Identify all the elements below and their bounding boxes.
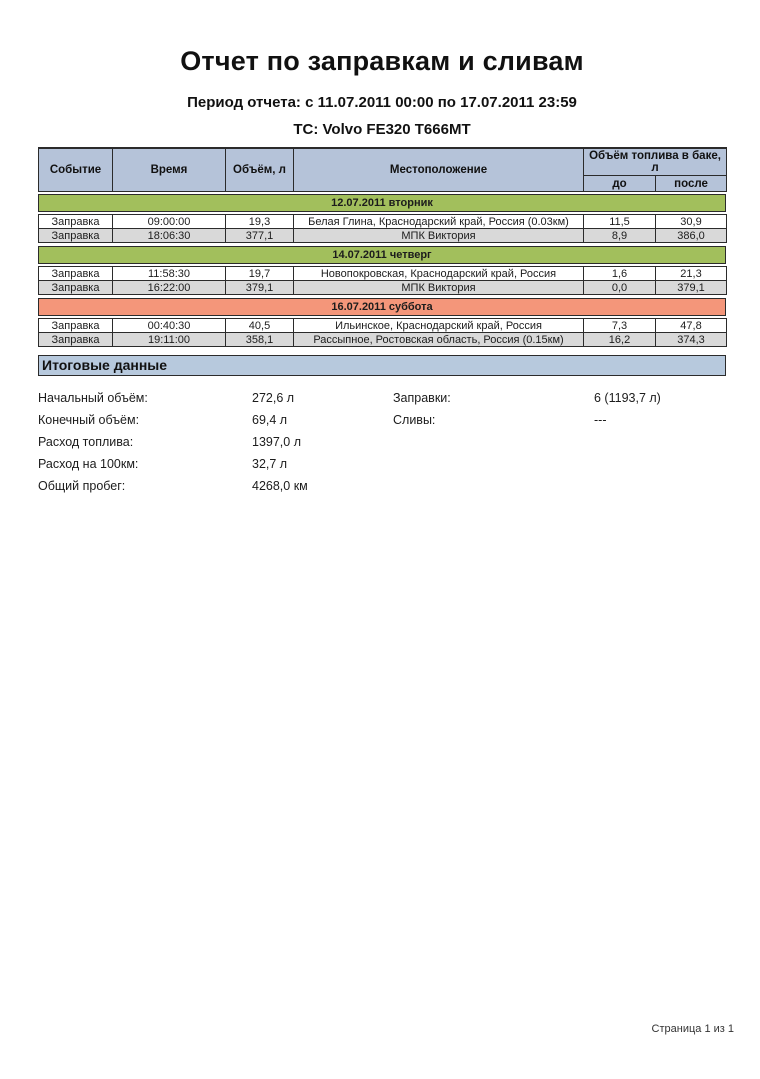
summary-label: Сливы: [393,413,436,427]
page-title: Отчет по заправкам и сливам [180,46,584,76]
summary-row [38,475,726,497]
cell-event: Заправка [39,333,113,347]
cell-time: 11:58:30 [113,267,226,281]
cell-before: 7,3 [584,319,656,333]
cell-volume: 19,3 [226,215,294,229]
fuel-table-group [38,266,727,295]
cell-time: 09:00:00 [113,215,226,229]
cell-event: Заправка [39,267,113,281]
table-row [39,267,727,281]
summary-value: --- [594,413,607,427]
summary-label: Начальный объём: [38,391,148,405]
cell-before: 11,5 [584,215,656,229]
summary-label: Заправки: [393,391,451,405]
summary-value: 1397,0 л [252,435,301,449]
cell-after: 30,9 [656,215,727,229]
fuel-table-header [38,147,727,192]
summary-row [38,387,726,409]
table-row [39,333,727,347]
cell-time: 16:22:00 [113,281,226,295]
table-row [39,215,727,229]
summary-row [38,431,726,453]
summary-section [38,387,726,497]
cell-before: 16,2 [584,333,656,347]
table-row [39,319,727,333]
cell-volume: 379,1 [226,281,294,295]
col-header-volume: Объём, л [226,148,294,192]
summary-row [38,409,726,431]
cell-location: МПК Виктория [294,229,584,243]
page-number: Страница 1 из 1 [651,1023,734,1035]
cell-event: Заправка [39,215,113,229]
cell-time: 18:06:30 [113,229,226,243]
cell-location: Новопокровская, Краснодарский край, Россия [294,267,584,281]
date-band: 14.07.2011 четверг [38,246,726,264]
cell-location: МПК Виктория [294,281,584,295]
summary-label: Расход топлива: [38,435,134,449]
summary-value: 32,7 л [252,457,288,471]
summary-row [38,453,726,475]
fuel-table-group [38,318,727,347]
table-row [39,229,727,243]
cell-event: Заправка [39,229,113,243]
summary-value: 4268,0 км [252,479,308,493]
cell-after: 21,3 [656,267,727,281]
date-band: 12.07.2011 вторник [38,194,726,212]
summary-value: 6 (1193,7 л) [594,391,661,405]
cell-after: 47,8 [656,319,727,333]
col-header-tank: Объём топлива в баке, л [584,148,727,176]
cell-location: Ильинское, Краснодарский край, Россия [294,319,584,333]
report-period: Период отчета: с 11.07.2011 00:00 по 17.07.2011 23:59 [187,94,577,111]
cell-before: 1,6 [584,267,656,281]
cell-location: Рассыпное, Ростовская область, Россия (0.15км) [294,333,584,347]
vehicle-name: ТС: Volvo FE320 Т666МТ [293,121,471,138]
col-header-event: Событие [39,148,113,192]
report-page [38,0,726,497]
cell-event: Заправка [39,281,113,295]
cell-time: 00:40:30 [113,319,226,333]
cell-time: 19:11:00 [113,333,226,347]
summary-label: Расход на 100км: [38,457,139,471]
title-block [38,0,726,138]
col-header-location: Местоположение [294,148,584,192]
summary-bar: Итоговые данные [38,355,726,376]
summary-label: Общий пробег: [38,479,126,493]
col-header-before: до [584,176,656,192]
cell-event: Заправка [39,319,113,333]
cell-before: 0,0 [584,281,656,295]
cell-after: 374,3 [656,333,727,347]
summary-value: 69,4 л [252,413,288,427]
cell-volume: 377,1 [226,229,294,243]
date-band: 16.07.2011 суббота [38,298,726,316]
fuel-table-group [38,214,727,243]
col-header-after: после [656,176,727,192]
col-header-time: Время [113,148,226,192]
cell-before: 8,9 [584,229,656,243]
cell-volume: 358,1 [226,333,294,347]
cell-volume: 19,7 [226,267,294,281]
cell-after: 386,0 [656,229,727,243]
cell-location: Белая Глина, Краснодарский край, Россия (0.03км) [294,215,584,229]
cell-volume: 40,5 [226,319,294,333]
cell-after: 379,1 [656,281,727,295]
table-row [39,281,727,295]
summary-label: Конечный объём: [38,413,140,427]
summary-value: 272,6 л [252,391,295,405]
